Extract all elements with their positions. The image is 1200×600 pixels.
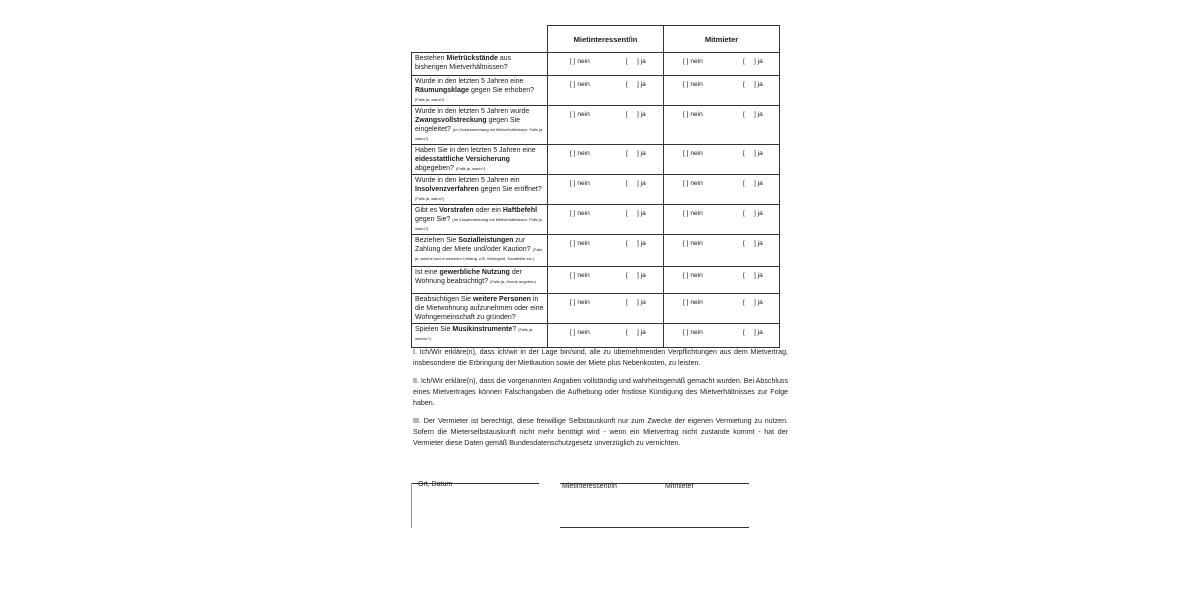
answer-cell-co-tenant [664,175,780,205]
question-keyword: Haftbefehl [502,207,538,214]
question-hint: (Im Zusammenhang mit Mietverhältnissen. Falls ja, wann?) [415,127,544,141]
question-hint: (Falls ja, wann?) [415,97,445,102]
checkbox-ja[interactable]: [ ] ja [743,329,763,336]
question-hint: (Falls ja, welche und in welchem Umfang, z.B. Wohngeld, Sozialhilfe etc.) [415,247,543,261]
answer-cell-tenant [548,324,664,348]
header-co-tenant: Mitmieter [664,26,780,53]
question-text [412,267,548,294]
question-hint: (Falls ja, Zweck angeben) [490,279,536,284]
question-row [412,267,780,294]
answer-cell-tenant [548,145,664,175]
question-text [412,145,548,175]
checkbox-nein[interactable]: [ ] nein [683,272,703,279]
checkbox-nein[interactable]: [ ] nein [570,329,590,336]
place-date-border [411,483,412,528]
checkbox-nein[interactable]: [ ] nein [570,81,590,88]
checkbox-ja[interactable]: [ ] ja [743,210,763,217]
place-date-label: Ort, Datum [418,481,453,488]
question-keyword: Mietrückstände [446,55,498,62]
question-text [412,175,548,205]
answer-cell-tenant [548,106,664,145]
answer-cell-co-tenant [664,76,780,106]
checkbox-ja[interactable]: [ ] ja [626,299,646,306]
checkbox-nein[interactable]: [ ] nein [683,180,703,187]
checkbox-nein[interactable]: [ ] nein [683,81,703,88]
question-keyword: eidesstattliche Versicherung [415,156,510,163]
checkbox-nein[interactable]: [ ] nein [570,180,590,187]
answer-cell-co-tenant [664,324,780,348]
question-text-plain: Wurde in den letzten 5 Jahren eine [415,78,524,85]
question-text-plain: Spielen Sie [415,326,453,333]
questionnaire-body [412,53,780,348]
checkbox-ja[interactable]: [ ] ja [626,111,646,118]
checkbox-ja[interactable]: [ ] ja [626,58,646,65]
question-text-plain: Haben Sie in den letzten 5 Jahren eine [415,147,536,154]
question-text-plain: abgegeben? [415,165,454,172]
checkbox-nein[interactable]: [ ] nein [570,299,590,306]
checkbox-nein[interactable]: [ ] nein [570,210,590,217]
checkbox-ja[interactable]: [ ] ja [743,150,763,157]
question-text-plain: oder ein [473,207,503,214]
question-text-plain: Gibt es [415,207,440,214]
question-row [412,205,780,235]
checkbox-ja[interactable]: [ ] ja [626,210,646,217]
question-keyword: Vorstrafen [439,207,474,214]
question-text-plain: Wurde in den letzten 5 Jahren ein [415,177,520,184]
question-row [412,235,780,267]
question-text [412,205,548,235]
checkbox-ja[interactable]: [ ] ja [626,329,646,336]
question-text-plain: in die Mietwohnung aufzunehmen oder eine Wohngemeinschaft zu gründen? [415,296,544,321]
answer-cell-tenant [548,267,664,294]
checkbox-nein[interactable]: [ ] nein [683,299,703,306]
checkbox-ja[interactable]: [ ] ja [743,81,763,88]
declaration-paragraph-2: II. Ich/Wir erkläre(n), dass die vorgenannten Angaben vollständig und wahrheitsgemäß gemacht wurden. Bei Abschluss eines Mietvertrages können Falschangaben die Aufhebung oder fristlose Kündigung des Mietverhältnisses zur Folge haben. [413,377,788,407]
answer-cell-co-tenant [664,267,780,294]
question-text [412,106,548,145]
question-keyword: weitere Personen [472,296,531,303]
checkbox-nein[interactable]: [ ] nein [683,150,703,157]
answer-cell-tenant [548,175,664,205]
questionnaire-table [411,25,780,348]
answer-cell-co-tenant [664,106,780,145]
answer-cell-co-tenant [664,145,780,175]
checkbox-nein[interactable]: [ ] nein [570,272,590,279]
question-row [412,145,780,175]
checkbox-nein[interactable]: [ ] nein [683,240,703,247]
checkbox-ja[interactable]: [ ] ja [743,240,763,247]
question-hint: (Falls ja: welche?) [415,327,534,341]
answer-cell-co-tenant [664,53,780,76]
answer-cell-co-tenant [664,205,780,235]
question-text-plain: Beziehen Sie [415,237,459,244]
question-text-plain: aus bisherigen Mietverhältnissen? [415,55,512,71]
question-text-plain: gegen Sie eröffnet? [478,186,542,193]
checkbox-ja[interactable]: [ ] ja [743,272,763,279]
question-text-plain: Bestehen [415,55,447,62]
question-keyword: Räumungsklage [415,87,470,94]
checkbox-ja[interactable]: [ ] ja [626,272,646,279]
question-hint: (Falls ja, wann?) [415,196,445,201]
checkbox-ja[interactable]: [ ] ja [743,58,763,65]
answer-cell-tenant [548,53,664,76]
question-text-plain: Ist eine [415,269,440,276]
question-row [412,175,780,205]
checkbox-nein[interactable]: [ ] nein [683,329,703,336]
question-text [412,76,548,106]
checkbox-nein[interactable]: [ ] nein [683,111,703,118]
declaration-paragraph-1: I. Ich/Wir erkläre(n), dass ich/wir in der Lage bin/sind, alle zu übernehmenden Verpflichtungen aus dem Mietvertrag, insbesondere die Erbringung der Mietkaution sowie der Miete plus Nebenkosten, zu leisten. [413,348,788,367]
question-text-plain: ? [512,326,517,333]
question-hint: (Im Zusammenhang mit Mietverhältnissen. Falls ja, wann?) [415,217,543,231]
checkbox-ja[interactable]: [ ] ja [743,111,763,118]
answer-cell-tenant [548,235,664,267]
question-row [412,76,780,106]
checkbox-nein[interactable]: [ ] nein [570,111,590,118]
answer-cell-co-tenant [664,294,780,324]
question-row [412,53,780,76]
answer-cell-tenant [548,76,664,106]
question-keyword: gewerbliche Nutzung [439,269,510,276]
question-text-plain: gegen Sie? [415,216,451,223]
checkbox-ja[interactable]: [ ] ja [626,81,646,88]
question-text-plain: Beabsichtigen Sie [415,296,473,303]
signature-co-tenant-label: Mitmieter [665,483,694,490]
checkbox-nein[interactable]: [ ] nein [570,58,590,65]
signature-tenant-label: Mietinteressent/in [562,483,617,490]
checkbox-ja[interactable]: [ ] ja [626,150,646,157]
table-header-row [412,26,780,53]
checkbox-ja[interactable]: [ ] ja [626,180,646,187]
question-text-plain: gegen Sie eingeleitet? [415,117,521,133]
signature-line-bottom [560,527,749,528]
question-text-plain: zur Zahlung der Miete und/oder Kaution? [415,237,531,253]
answer-cell-tenant [548,205,664,235]
question-text-plain: gegen Sie erhoben? [469,87,535,94]
checkbox-nein[interactable]: [ ] nein [570,150,590,157]
header-blank-cell [412,26,548,53]
question-keyword: Sozialleistungen [458,237,514,244]
question-text [412,53,548,76]
checkbox-ja[interactable]: [ ] ja [626,240,646,247]
answer-cell-tenant [548,294,664,324]
header-tenant: Mietinteressent/in [548,26,664,53]
question-keyword: Zwangsvollstreckung [415,117,487,124]
answer-cell-co-tenant [664,235,780,267]
question-text [412,235,548,267]
question-text-plain: Wurde in den letzten 5 Jahren wurde [415,108,530,115]
question-keyword: Insolvenzverfahren [415,186,479,193]
checkbox-ja[interactable]: [ ] ja [743,180,763,187]
declaration-paragraph-3: III. Der Vermieter ist berechtigt, diese freiwillige Selbstauskunft nur zum Zwecke der eigenen Vermietung zu nutzen. Sofern die Mieterselbstauskunft nicht mehr benötigt wird - wenn ein Mietvertrag nicht zustande kommt - hat der Vermieter diese Daten gemäß Bundesdatenschutzgesetz unverzüglich zu vernichten. [413,417,788,447]
question-row [412,324,780,348]
question-text [412,324,548,348]
question-hint: (Falls ja, wann?) [455,166,486,171]
question-text-plain: der Wohnung beabsichtigt? [415,269,522,285]
checkbox-ja[interactable]: [ ] ja [743,299,763,306]
question-text [412,294,548,324]
question-row [412,294,780,324]
question-row [412,106,780,145]
checkbox-nein[interactable]: [ ] nein [683,210,703,217]
checkbox-nein[interactable]: [ ] nein [570,240,590,247]
checkbox-nein[interactable]: [ ] nein [683,58,703,65]
question-keyword: Musikinstrumente [452,326,513,333]
